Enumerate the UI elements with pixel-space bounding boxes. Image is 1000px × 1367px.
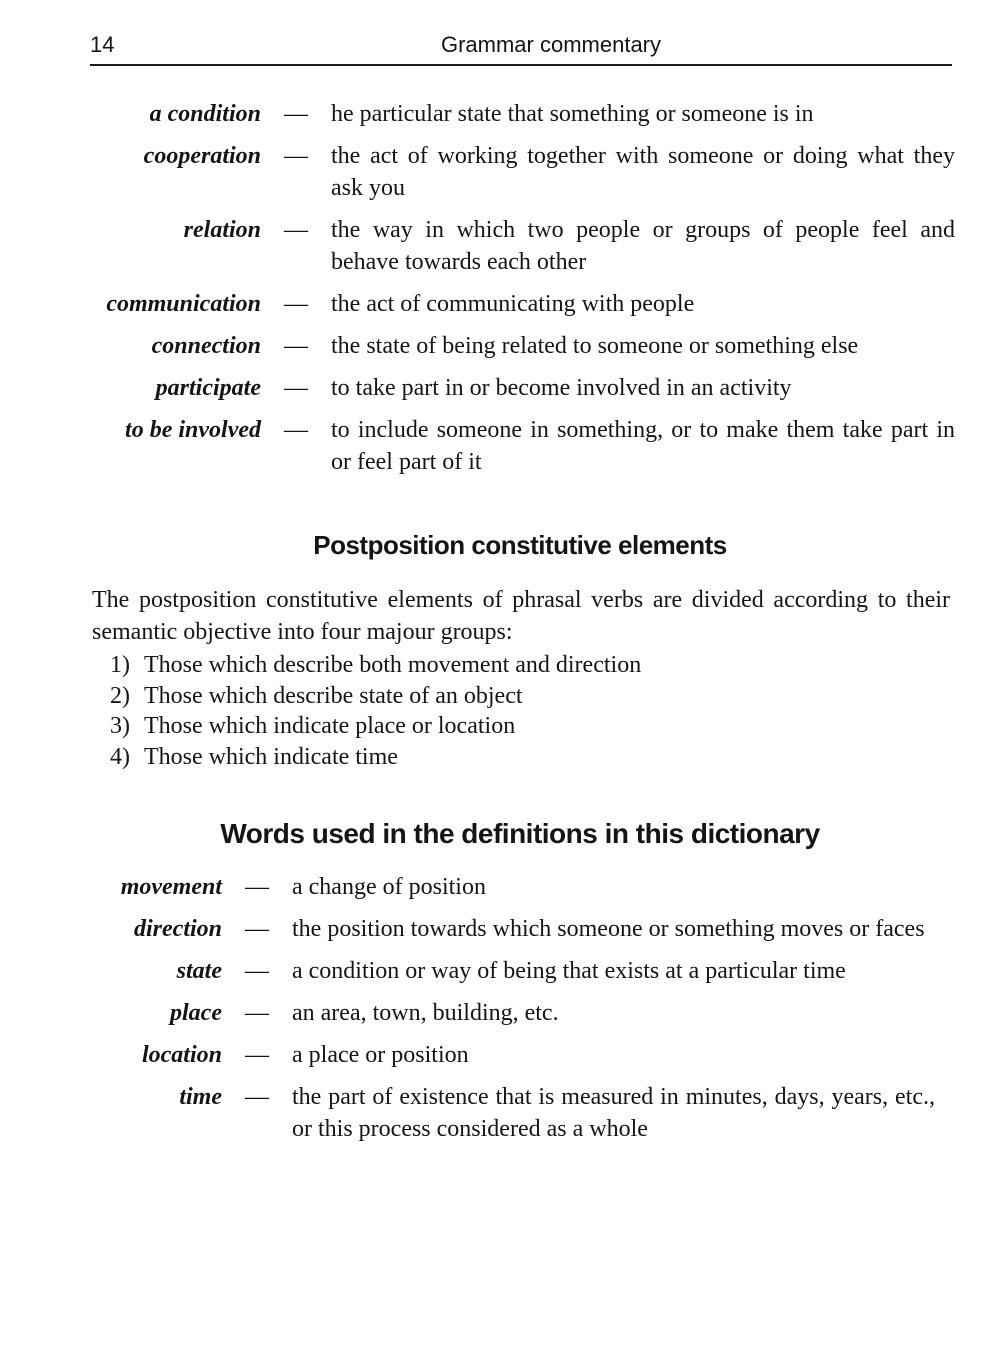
glossary-term: state — [176, 958, 222, 984]
list-number: 3) — [110, 713, 130, 739]
glossary-definition: the way in which two people or groups of people feel and behave towards each other — [331, 217, 955, 275]
page-header — [90, 28, 952, 66]
glossary-top — [85, 98, 955, 488]
list-item — [110, 742, 910, 773]
section-heading-postposition: Postposition constitutive elements — [313, 530, 727, 560]
glossary-entry — [85, 214, 955, 278]
list-number: 1) — [110, 652, 130, 678]
em-dash: — — [245, 874, 269, 900]
glossary-term: movement — [120, 874, 222, 900]
glossary-definition: the part of existence that is measured in minutes, days, years, etc., or this process considered as a whole — [292, 1084, 935, 1142]
glossary-entry — [85, 98, 955, 130]
glossary-definition: to include someone in something, or to make them take part in or feel part of it — [331, 417, 955, 475]
glossary-term: location — [141, 1042, 222, 1068]
intro-paragraph: The postposition constitutive elements of phrasal verbs are divided according to their semantic objective into four majour groups: — [92, 587, 950, 645]
glossary-term: direction — [134, 916, 222, 942]
list-item-text: Those which describe state of an object — [144, 682, 523, 709]
list-item — [110, 650, 910, 681]
glossary-entry — [85, 330, 955, 362]
list-item-text: Those which indicate time — [144, 743, 398, 770]
list-item-text: Those which describe both movement and direction — [144, 652, 642, 678]
em-dash: — — [245, 1000, 269, 1026]
em-dash: — — [245, 958, 269, 984]
glossary-definitions — [85, 871, 935, 1155]
running-title: Grammar commentary — [440, 32, 662, 57]
list-item — [110, 711, 910, 742]
glossary-definition: he particular state that something or someone is in — [331, 101, 814, 127]
glossary-definition: a place or position — [292, 1042, 469, 1068]
em-dash: — — [284, 333, 308, 359]
glossary-definition: the state of being related to someone or something else — [331, 333, 859, 359]
em-dash: — — [284, 217, 308, 243]
em-dash: — — [284, 101, 308, 127]
glossary-entry — [85, 997, 935, 1029]
glossary-term: cooperation — [143, 143, 261, 169]
em-dash: — — [284, 417, 308, 443]
page-number: 14 — [90, 32, 115, 57]
list-number: 2) — [110, 682, 130, 709]
glossary-entry — [85, 955, 935, 987]
em-dash: — — [284, 375, 308, 401]
glossary-definition: to take part in or become involved in an activity — [331, 375, 792, 401]
glossary-term: participate — [155, 375, 261, 401]
glossary-term: to be involved — [125, 417, 261, 443]
glossary-definition: the act of working together with someone or doing what they ask you — [331, 143, 955, 201]
groups-list — [110, 650, 910, 772]
glossary-entry — [85, 1039, 935, 1071]
glossary-entry — [85, 372, 955, 404]
em-dash: — — [284, 143, 308, 169]
glossary-term: relation — [183, 217, 261, 243]
list-item-text: Those which indicate place or location — [144, 713, 516, 739]
list-number: 4) — [110, 743, 130, 770]
glossary-entry — [85, 871, 935, 903]
em-dash: — — [284, 291, 308, 317]
glossary-entry — [85, 1081, 935, 1145]
glossary-definition: the act of communicating with people — [331, 291, 695, 317]
glossary-term: connection — [151, 333, 261, 359]
glossary-term: a condition — [149, 101, 261, 127]
glossary-definition: the position towards which someone or something moves or faces — [292, 916, 925, 942]
glossary-entry — [85, 913, 935, 945]
glossary-term: communication — [106, 291, 261, 317]
list-item — [110, 681, 910, 712]
glossary-entry — [85, 414, 955, 478]
glossary-entry — [85, 140, 955, 204]
em-dash: — — [245, 1084, 269, 1110]
glossary-term: place — [170, 1000, 222, 1026]
glossary-term: time — [179, 1084, 222, 1110]
em-dash: — — [245, 1042, 269, 1068]
glossary-entry — [85, 288, 955, 320]
glossary-definition: an area, town, building, etc. — [292, 1000, 559, 1026]
glossary-definition: a condition or way of being that exists at a particular time — [292, 958, 846, 984]
glossary-definition: a change of position — [292, 874, 486, 900]
em-dash: — — [245, 916, 269, 942]
section-heading-definitions: Words used in the definitions in this dictionary — [220, 818, 820, 849]
